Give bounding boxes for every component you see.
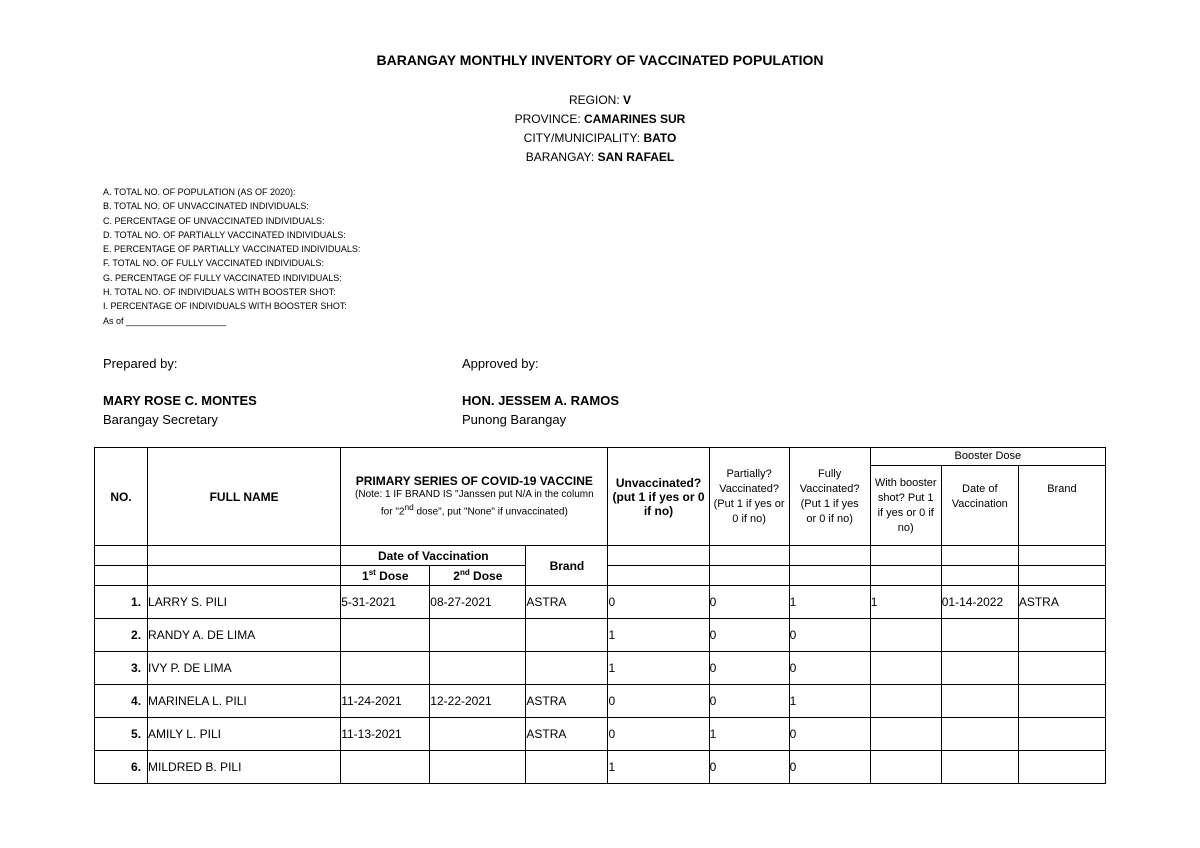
dose-1-date-cell: 5-31-2021 [341,586,430,619]
dose-1-date-cell: 11-13-2021 [341,718,430,751]
province-label: PROVINCE: [514,112,584,126]
dose-2-number: 2 [453,569,460,583]
header-primary-series [341,448,608,546]
booster-date-cell: 01-14-2022 [941,586,1018,619]
dose-1-date-cell: 11-24-2021 [341,685,430,718]
stat-percent-fully: G. PERCENTAGE OF FULLY VACCINATED INDIVIDUALS: [103,272,342,283]
fully-cell: 1 [789,586,870,619]
booster-cell [870,619,941,652]
barangay-label: BARANGAY: [525,150,598,164]
booster-brand-cell [1018,619,1105,652]
empty-cell [148,546,341,566]
note-2-superscript: nd [404,502,414,513]
booster-cell [870,685,941,718]
approved-by-label: Approved by: [462,356,539,371]
dose-1-label: Dose [375,569,409,583]
empty-cell [941,546,1018,566]
empty-cell [709,546,789,566]
empty-cell [709,566,789,586]
row-number: 1. [95,586,148,619]
full-name-cell: MARINELA L. PILI [148,685,341,718]
empty-cell [148,566,341,586]
dose-1-date-cell [341,652,430,685]
header-booster-brand: Brand [1018,466,1105,546]
full-name-cell: MILDRED B. PILI [148,751,341,784]
dose-2-label: Dose [469,569,503,583]
stat-total-booster: H. TOTAL NO. OF INDIVIDUALS WITH BOOSTER SHOT: [103,287,336,298]
province-value: CAMARINES SUR [584,112,686,126]
brand-cell: ASTRA [526,685,608,718]
booster-date-cell [941,619,1018,652]
partially-cell: 0 [709,751,789,784]
booster-date-cell [941,685,1018,718]
empty-cell [941,566,1018,586]
booster-brand-cell [1018,751,1105,784]
primary-series-note-2 [341,501,607,518]
dose-1-superscript: st [368,568,376,577]
region-line [0,93,1200,107]
city-label: CITY/MUNICIPALITY: [523,131,644,145]
row-number: 3. [95,652,148,685]
header-full-name: FULL NAME [148,448,341,546]
partially-cell: 0 [709,586,789,619]
stat-percent-unvaccinated: C. PERCENTAGE OF UNVACCINATED INDIVIDUALS: [103,215,325,226]
booster-date-cell [941,652,1018,685]
full-name-cell: AMILY L. PILI [148,718,341,751]
document-title: BARANGAY MONTHLY INVENTORY OF VACCINATED POPULATION [376,52,824,68]
barangay-line [0,150,1200,164]
primary-series-note-1: (Note: 1 IF BRAND IS "Janssen put N/A in the column [355,489,594,501]
header-fully: Fully Vaccinated? (Put 1 if yes or 0 if no) [789,448,870,546]
region-value: V [623,93,632,107]
brand-cell [526,619,608,652]
brand-cell [526,751,608,784]
empty-cell [95,546,148,566]
unvaccinated-cell: 0 [608,685,709,718]
empty-cell [870,566,941,586]
note-2-text-b: dose", put "None" if unvaccinated) [413,506,568,518]
booster-brand-cell [1018,718,1105,751]
dose-2-date-cell: 12-22-2021 [430,685,526,718]
region-label: REGION: [568,93,623,107]
stat-percent-booster: I. PERCENTAGE OF INDIVIDUALS WITH BOOSTER SHOT: [103,301,347,312]
table-row [95,718,1106,751]
empty-cell [870,546,941,566]
booster-cell [870,751,941,784]
empty-cell [608,546,709,566]
empty-cell [1018,546,1105,566]
table-row [95,652,1106,685]
fully-cell: 0 [789,751,870,784]
brand-cell [526,652,608,685]
dose-1-date-cell [341,751,430,784]
fully-cell: 0 [789,619,870,652]
header-dose-2 [430,566,526,586]
header-booster-date: Date of Vaccination [941,466,1018,546]
dose-1-date-cell [341,619,430,652]
full-name-cell: IVY P. DE LIMA [148,652,341,685]
brand-cell: ASTRA [526,586,608,619]
unvaccinated-cell: 0 [608,586,709,619]
empty-cell [789,566,870,586]
row-number: 4. [95,685,148,718]
province-line [0,112,1200,126]
booster-cell: 1 [870,586,941,619]
prepared-by-label: Prepared by: [103,356,178,371]
table-row [95,751,1106,784]
partially-cell: 0 [709,685,789,718]
partially-cell: 0 [709,652,789,685]
dose-1-number: 1 [362,569,369,583]
empty-cell [789,546,870,566]
booster-date-cell [941,718,1018,751]
header-dose-1 [341,566,430,586]
row-number: 5. [95,718,148,751]
fully-cell: 1 [789,685,870,718]
dose-2-date-cell: 08-27-2021 [430,586,526,619]
prepared-by-title: Barangay Secretary [103,412,218,427]
fully-cell: 0 [789,718,870,751]
header-with-booster: With booster shot? Put 1 if yes or 0 if no) [870,466,941,546]
unvaccinated-cell: 1 [608,619,709,652]
empty-cell [95,566,148,586]
booster-cell [870,652,941,685]
stat-total-unvaccinated: B. TOTAL NO. OF UNVACCINATED INDIVIDUALS: [103,201,309,212]
approved-by-name: HON. JESSEM A. RAMOS [462,393,619,408]
city-value: BATO [643,131,677,145]
note-2-text-a: for "2 [380,506,405,518]
full-name-cell: RANDY A. DE LIMA [148,619,341,652]
header-row-1 [95,448,1106,466]
city-line [0,131,1200,145]
header-partially: Partially? Vaccinated? (Put 1 if yes or 0 if no) [709,448,789,546]
unvaccinated-cell: 0 [608,718,709,751]
unvaccinated-cell: 1 [608,652,709,685]
empty-cell [1018,566,1105,586]
dose-2-date-cell [430,718,526,751]
as-of-line: As of ____________________ [103,315,227,326]
brand-cell: ASTRA [526,718,608,751]
fully-cell: 0 [789,652,870,685]
prepared-by-name: MARY ROSE C. MONTES [103,393,257,408]
barangay-value: SAN RAFAEL [597,150,675,164]
full-name-cell: LARRY S. PILI [148,586,341,619]
table-row [95,685,1106,718]
booster-brand-cell [1018,685,1105,718]
approved-by-title: Punong Barangay [462,412,567,427]
booster-brand-cell [1018,652,1105,685]
header-date-of-vaccination: Date of Vaccination [341,546,526,566]
header-row-3 [95,546,1106,566]
dose-2-date-cell [430,619,526,652]
dose-2-superscript: nd [459,568,470,577]
booster-cell [870,718,941,751]
vaccination-inventory-table [94,447,1106,784]
stat-percent-partially: E. PERCENTAGE OF PARTIALLY VACCINATED INDIVIDUALS: [103,244,361,255]
header-booster-dose: Booster Dose [870,448,1105,466]
partially-cell: 1 [709,718,789,751]
dose-2-date-cell [430,652,526,685]
empty-cell [608,566,709,586]
stat-total-fully: F. TOTAL NO. OF FULLY VACCINATED INDIVIDUALS: [103,258,325,269]
header-primary-brand: Brand [526,546,608,586]
row-number: 2. [95,619,148,652]
booster-brand-cell: ASTRA [1018,586,1105,619]
header-unvaccinated: Unvaccinated? (put 1 if yes or 0 if no) [608,448,709,546]
stat-total-population: A. TOTAL NO. OF POPULATION (AS OF 2020): [103,187,296,197]
booster-date-cell [941,751,1018,784]
table-row [95,586,1106,619]
partially-cell: 0 [709,619,789,652]
stat-total-partially: D. TOTAL NO. OF PARTIALLY VACCINATED INDIVIDUALS: [103,229,346,240]
primary-series-title: PRIMARY SERIES OF COVID-19 VACCINE [355,474,593,489]
summary-statistics [103,185,360,328]
header-no: NO. [95,448,148,546]
dose-2-date-cell [430,751,526,784]
unvaccinated-cell: 1 [608,751,709,784]
table-row [95,619,1106,652]
row-number: 6. [95,751,148,784]
